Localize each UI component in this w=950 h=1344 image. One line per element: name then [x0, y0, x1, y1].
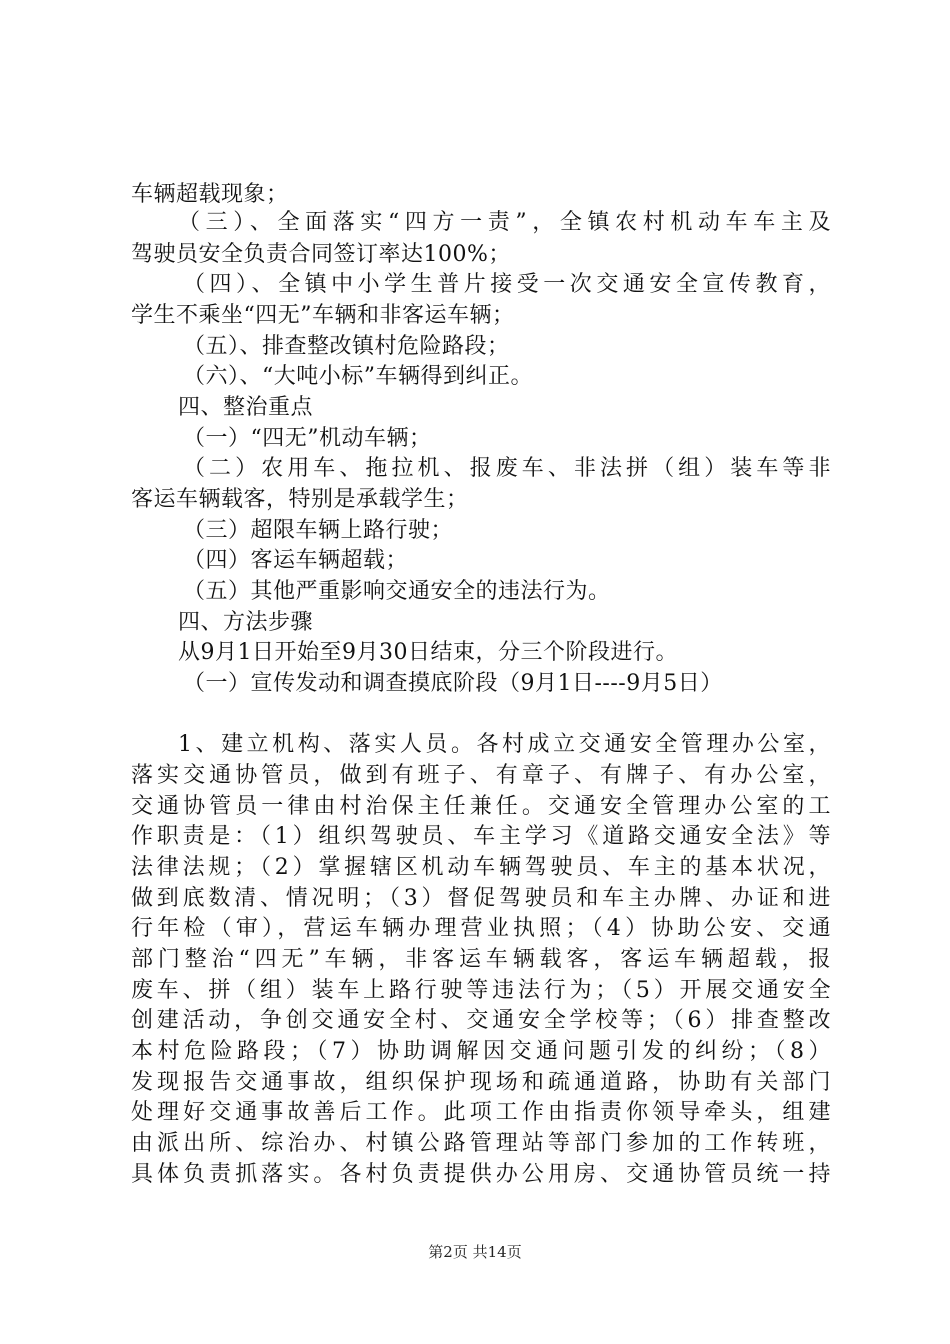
text-line: 车辆超载现象；: [131, 182, 289, 207]
text-line: 落实交通协管员，做到有班子、有章子、有牌子、有办公室，: [131, 763, 831, 788]
text-line: 作职责是：（1）组织驾驶员、车主学习《道路交通安全法》等: [131, 824, 831, 849]
text-line: 客运车辆载客，特别是承载学生；: [131, 487, 469, 512]
text-line: 由派出所、综治办、村镇公路管理站等部门参加的工作转班，: [131, 1131, 831, 1156]
text-line: （五）其他严重影响交通安全的违法行为。: [183, 579, 611, 604]
text-line: 部门整治“四无”车辆，非客运车辆载客，客运车辆超载，报: [131, 947, 831, 972]
text-line: （三）超限车辆上路行驶；: [183, 518, 454, 543]
text-line: （五）、排查整改镇村危险路段；: [183, 334, 510, 359]
text-line: 法律法规；（2）掌握辖区机动车辆驾驶员、车主的基本状况，: [131, 855, 831, 880]
text-line: （四）、全镇中小学生普片接受一次交通安全宣传教育，: [183, 272, 831, 297]
text-line: 处理好交通事故善后工作。此项工作由指责你领导牵头，组建: [131, 1100, 831, 1125]
text-line: 学生不乘坐“四无”车辆和非客运车辆；: [131, 303, 515, 328]
text-line: （一）宣传发动和调查摸底阶段（9月1日----9月5日）: [183, 671, 723, 696]
text-line: 发现报告交通事故，组织保护现场和疏通道路，协助有关部门: [131, 1070, 831, 1095]
text-line: （四）客运车辆超载；: [183, 548, 409, 573]
text-line: 从9月1日开始至9月30日结束，分三个阶段进行。: [178, 640, 678, 665]
text-line: （六）、“大吨小标”车辆得到纠正。: [183, 364, 533, 389]
text-line: 行年检（审），营运车辆办理营业执照；（4）协助公安、交通: [131, 916, 831, 941]
text-line: 本村危险路段；（7）协助调解因交通问题引发的纠纷；（8）: [131, 1039, 831, 1064]
text-line: （二）农用车、拖拉机、报废车、非法拼（组）装车等非: [183, 456, 831, 481]
text-line: 1、建立机构、落实人员。各村成立交通安全管理办公室，: [178, 732, 831, 757]
text-line: （一）“四无”机动车辆；: [183, 426, 432, 451]
text-line: 创建活动，争创交通安全村、交通安全学校等；（6）排查整改: [131, 1008, 831, 1033]
section-heading: 四、整治重点: [178, 395, 314, 420]
text-line: （三）、全面落实“四方一责”，全镇农村机动车车主及: [178, 210, 831, 235]
text-line: 废车、拼（组）装车上路行驶等违法行为；（5）开展交通安全: [131, 978, 831, 1003]
page-footer: 第2页 共14页: [428, 1243, 522, 1261]
text-line: 交通协管员一律由村治保主任兼任。交通安全管理办公室的工: [131, 794, 831, 819]
text-line: 具体负责抓落实。各村负责提供办公用房、交通协管员统一持: [131, 1162, 831, 1187]
section-heading: 四、方法步骤: [178, 610, 314, 635]
text-line: 驾驶员安全负责合同签订率达100%；: [131, 242, 511, 267]
text-line: 做到底数清、情况明；（3）督促驾驶员和车主办牌、办证和进: [131, 886, 831, 911]
